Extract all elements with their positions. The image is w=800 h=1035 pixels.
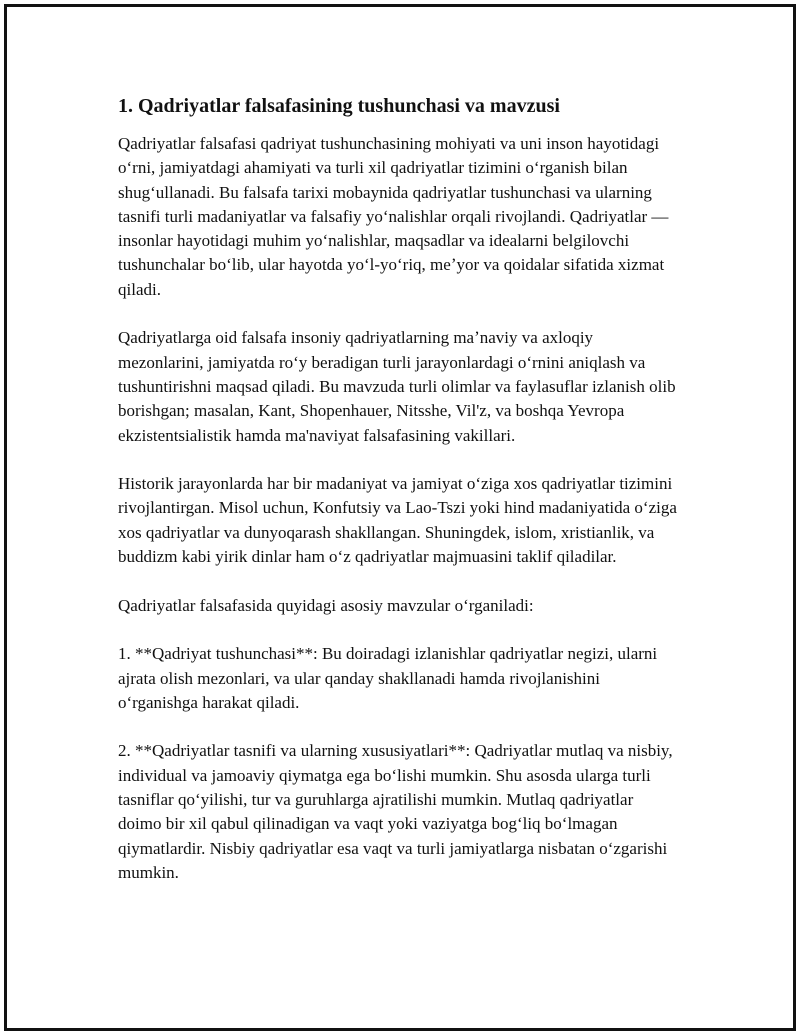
paragraph-philosophers: Qadriyatlarga oid falsafa insoniy qadriyatlarning maʼnaviy va axloqiy mezonlarini, jamiyatda roʻy beradigan turli jarayonlardagi oʻrnini aniqlash va tushuntirishni maqsad qiladi. Bu mavzuda turli olimlar va faylasuflar izlanish olib borishgan; masalan, Kant, Shopenhauer, Nitsshe, Vil'z, va boshqa Yevropa ekzistentsialistik hamda ma'naviyat falsafasining vakillari. — [118, 328, 676, 445]
paragraph-intro: Qadriyatlar falsafasi qadriyat tushunchasining mohiyati va uni inson hayotidagi oʻrni, jamiyatdagi ahamiyati va turli xil qadriyatlar tizimini oʻrganish bilan shugʻullanadi. Bu falsafa tarixi mobaynida qadriyatlar tushunchasi va ularning tasnifi turli madaniyatlar va falsafiy yoʻnalishlar orqali rivojlandi. Qadriyatlar — insonlar hayotidagi muhim yoʻnalishlar, maqsadlar va idealarni belgilovchi tushunchalar boʻlib, ular hayotda yoʻl-yoʻriq, meʼyor va qoidalar sifatida xizmat qiladi. — [118, 134, 669, 299]
document-body — [118, 92, 678, 910]
paragraph-historic: Historik jarayonlarda har bir madaniyat va jamiyat oʻziga xos qadriyatlar tizimini rivojlantirgan. Misol uchun, Konfutsiy va Lao-Tszi yoki hind madaniyatida oʻziga xos qadriyatlar va dunyoqarash shakllangan. Shuningdek, islom, xristianlik, va buddizm kabi yirik dinlar ham oʻz qadriyatlar majmuasini taklif qiladilar. — [118, 474, 677, 567]
paragraph-topics-lead: Qadriyatlar falsafasida quyidagi asosiy mavzular oʻrganiladi: — [118, 595, 534, 615]
document-title: 1. Qadriyatlar falsafasining tushunchasi va mavzusi — [118, 95, 560, 117]
list-item-concept: 1. **Qadriyat tushunchasi**: Bu doiradagi izlanishlar qadriyatlar negizi, ularni ajrata olish mezonlari, va ular qanday shakllanadi hamda rivojlanishini oʻrganishga harakat qiladi. — [118, 644, 658, 712]
list-item-classification: 2. **Qadriyatlar tasnifi va ularning xususiyatlari**: Qadriyatlar mutlaq va nisbiy, individual va jamoaviy qiymatga ega boʻlishi mumkin. Shu asosda ularga turli tasniflar qoʻyilishi, tur va guruhlarga ajratilishi mumkin. Mutlaq qadriyatlar doimo bir xil qabul qilinadigan va vaqt yoki vaziyatga bogʻliq boʻlmagan qiymatlardir. Nisbiy qadriyatlar esa vaqt va turli jamiyatlarga nisbatan oʻzgarishi mumkin. — [118, 741, 673, 882]
